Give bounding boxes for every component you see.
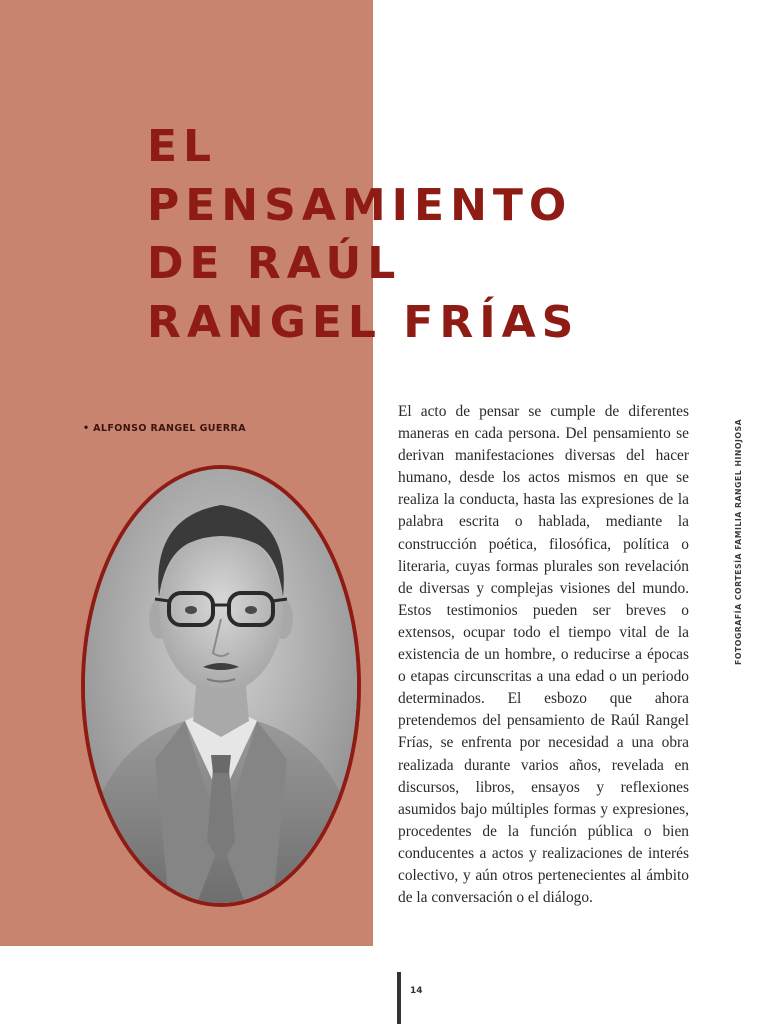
portrait-frame [81,465,361,907]
article-title [147,118,579,352]
title-line-3: DE RAÚL [147,238,402,289]
title-line-2: PENSAMIENTO [147,179,573,231]
article-body: El acto de pensar se cumple de diferentes maneras en cada persona. Del pensamiento se derivan manifestaciones diversas del hacer humano, desde los actos mismos en que se realiza la conducta, hasta las expresiones de la palabra escrita o hablada, mediante la construcción poética, filosófica, política o literaria, cuyas formas plurales son revelación de diversas y complejas visiones del mundo. Estos testimonios pueden ser breves o extensos, ocupar todo el tiempo vital de la existencia de un hombre, o reducirse a épocas o etapas circunscritas a una edad o un periodo determinados. El esbozo que ahora pretendemos del pensamiento de Raúl Rangel Frías, se enfrenta por necesidad a una obra realizada durante varios años, revelada en discursos, libros, ensayos y reflexiones asumidos bajo múltiples formas y expresiones, procedentes de la función pública o bien conducentes a actos y realizaciones de interés colectivo, y aún otros pertenecientes al ámbito de la conversación o el diálogo. [398,403,689,907]
photo-credit: FOTOGRAFÍA CORTESÍA FAMILIA RANGEL HINOJOSA [734,418,743,665]
page-number: 14 [410,986,423,996]
title-line-4: RANGEL FRÍAS [147,296,580,348]
title-line-1: EL [147,121,218,172]
page-number-bar [397,972,401,1024]
portrait-photo [85,469,357,903]
author-byline: • ALFONSO RANGEL GUERRA [83,423,246,434]
